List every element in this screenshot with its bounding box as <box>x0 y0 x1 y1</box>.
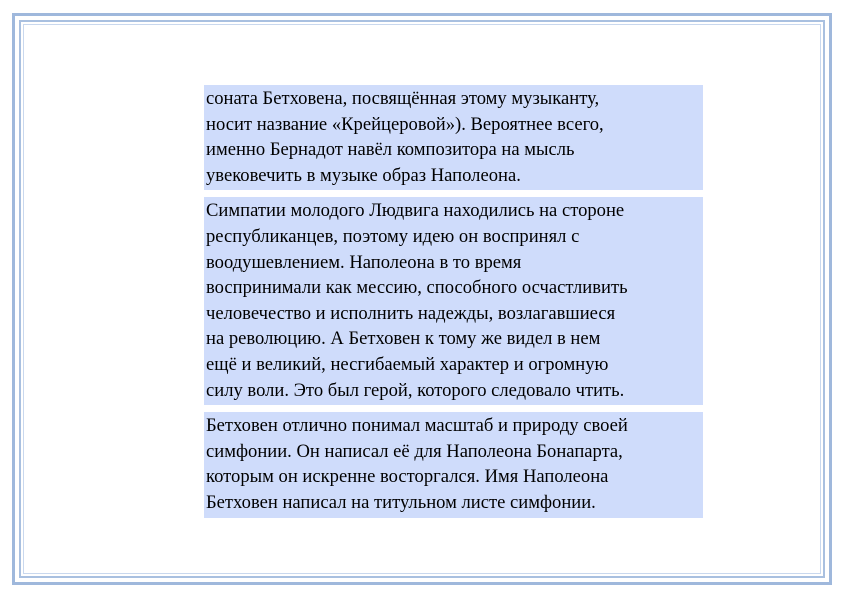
paragraph-1 <box>204 85 703 190</box>
text-line: которым он искренне восторгался. Имя Наполеона <box>206 466 609 488</box>
text-line: симфонии. Он написал её для Наполеона Бонапарта, <box>206 440 623 462</box>
text-line: республиканцев, поэтому идею он воспринял с <box>206 225 580 247</box>
text-block <box>204 85 703 518</box>
text-line: на революцию. А Бетховен к тому же видел в нем <box>206 328 601 350</box>
text-line: Бетховен отлично понимал масштаб и природу своей <box>206 415 628 437</box>
text-line: именно Бернадот навёл композитора на мысль <box>206 139 575 161</box>
text-line: Бетховен написал на титульном листе симфонии. <box>206 491 596 513</box>
text-line: соната Бетховена, посвящённая этому музыканту, <box>206 88 600 109</box>
text-line: носит название «Крейцеровой»). Вероятнее всего, <box>206 113 604 135</box>
text-line: Симпатии молодого Людвига находились на стороне <box>206 200 625 222</box>
text-line: воспринимали как мессию, способного осчастливить <box>206 277 628 299</box>
paragraph-2 <box>204 197 703 405</box>
text-line: увековечить в музыке образ Наполеона. <box>206 164 521 186</box>
text-line: силу воли. Это был герой, которого следовало чтить. <box>206 379 625 401</box>
paragraph-3 <box>204 412 703 517</box>
text-line: человечество и исполнить надежды, возлагавшиеся <box>206 302 616 324</box>
text-line: ещё и великий, несгибаемый характер и огромную <box>206 353 609 375</box>
text-line: воодушевлением. Наполеона в то время <box>206 251 522 273</box>
